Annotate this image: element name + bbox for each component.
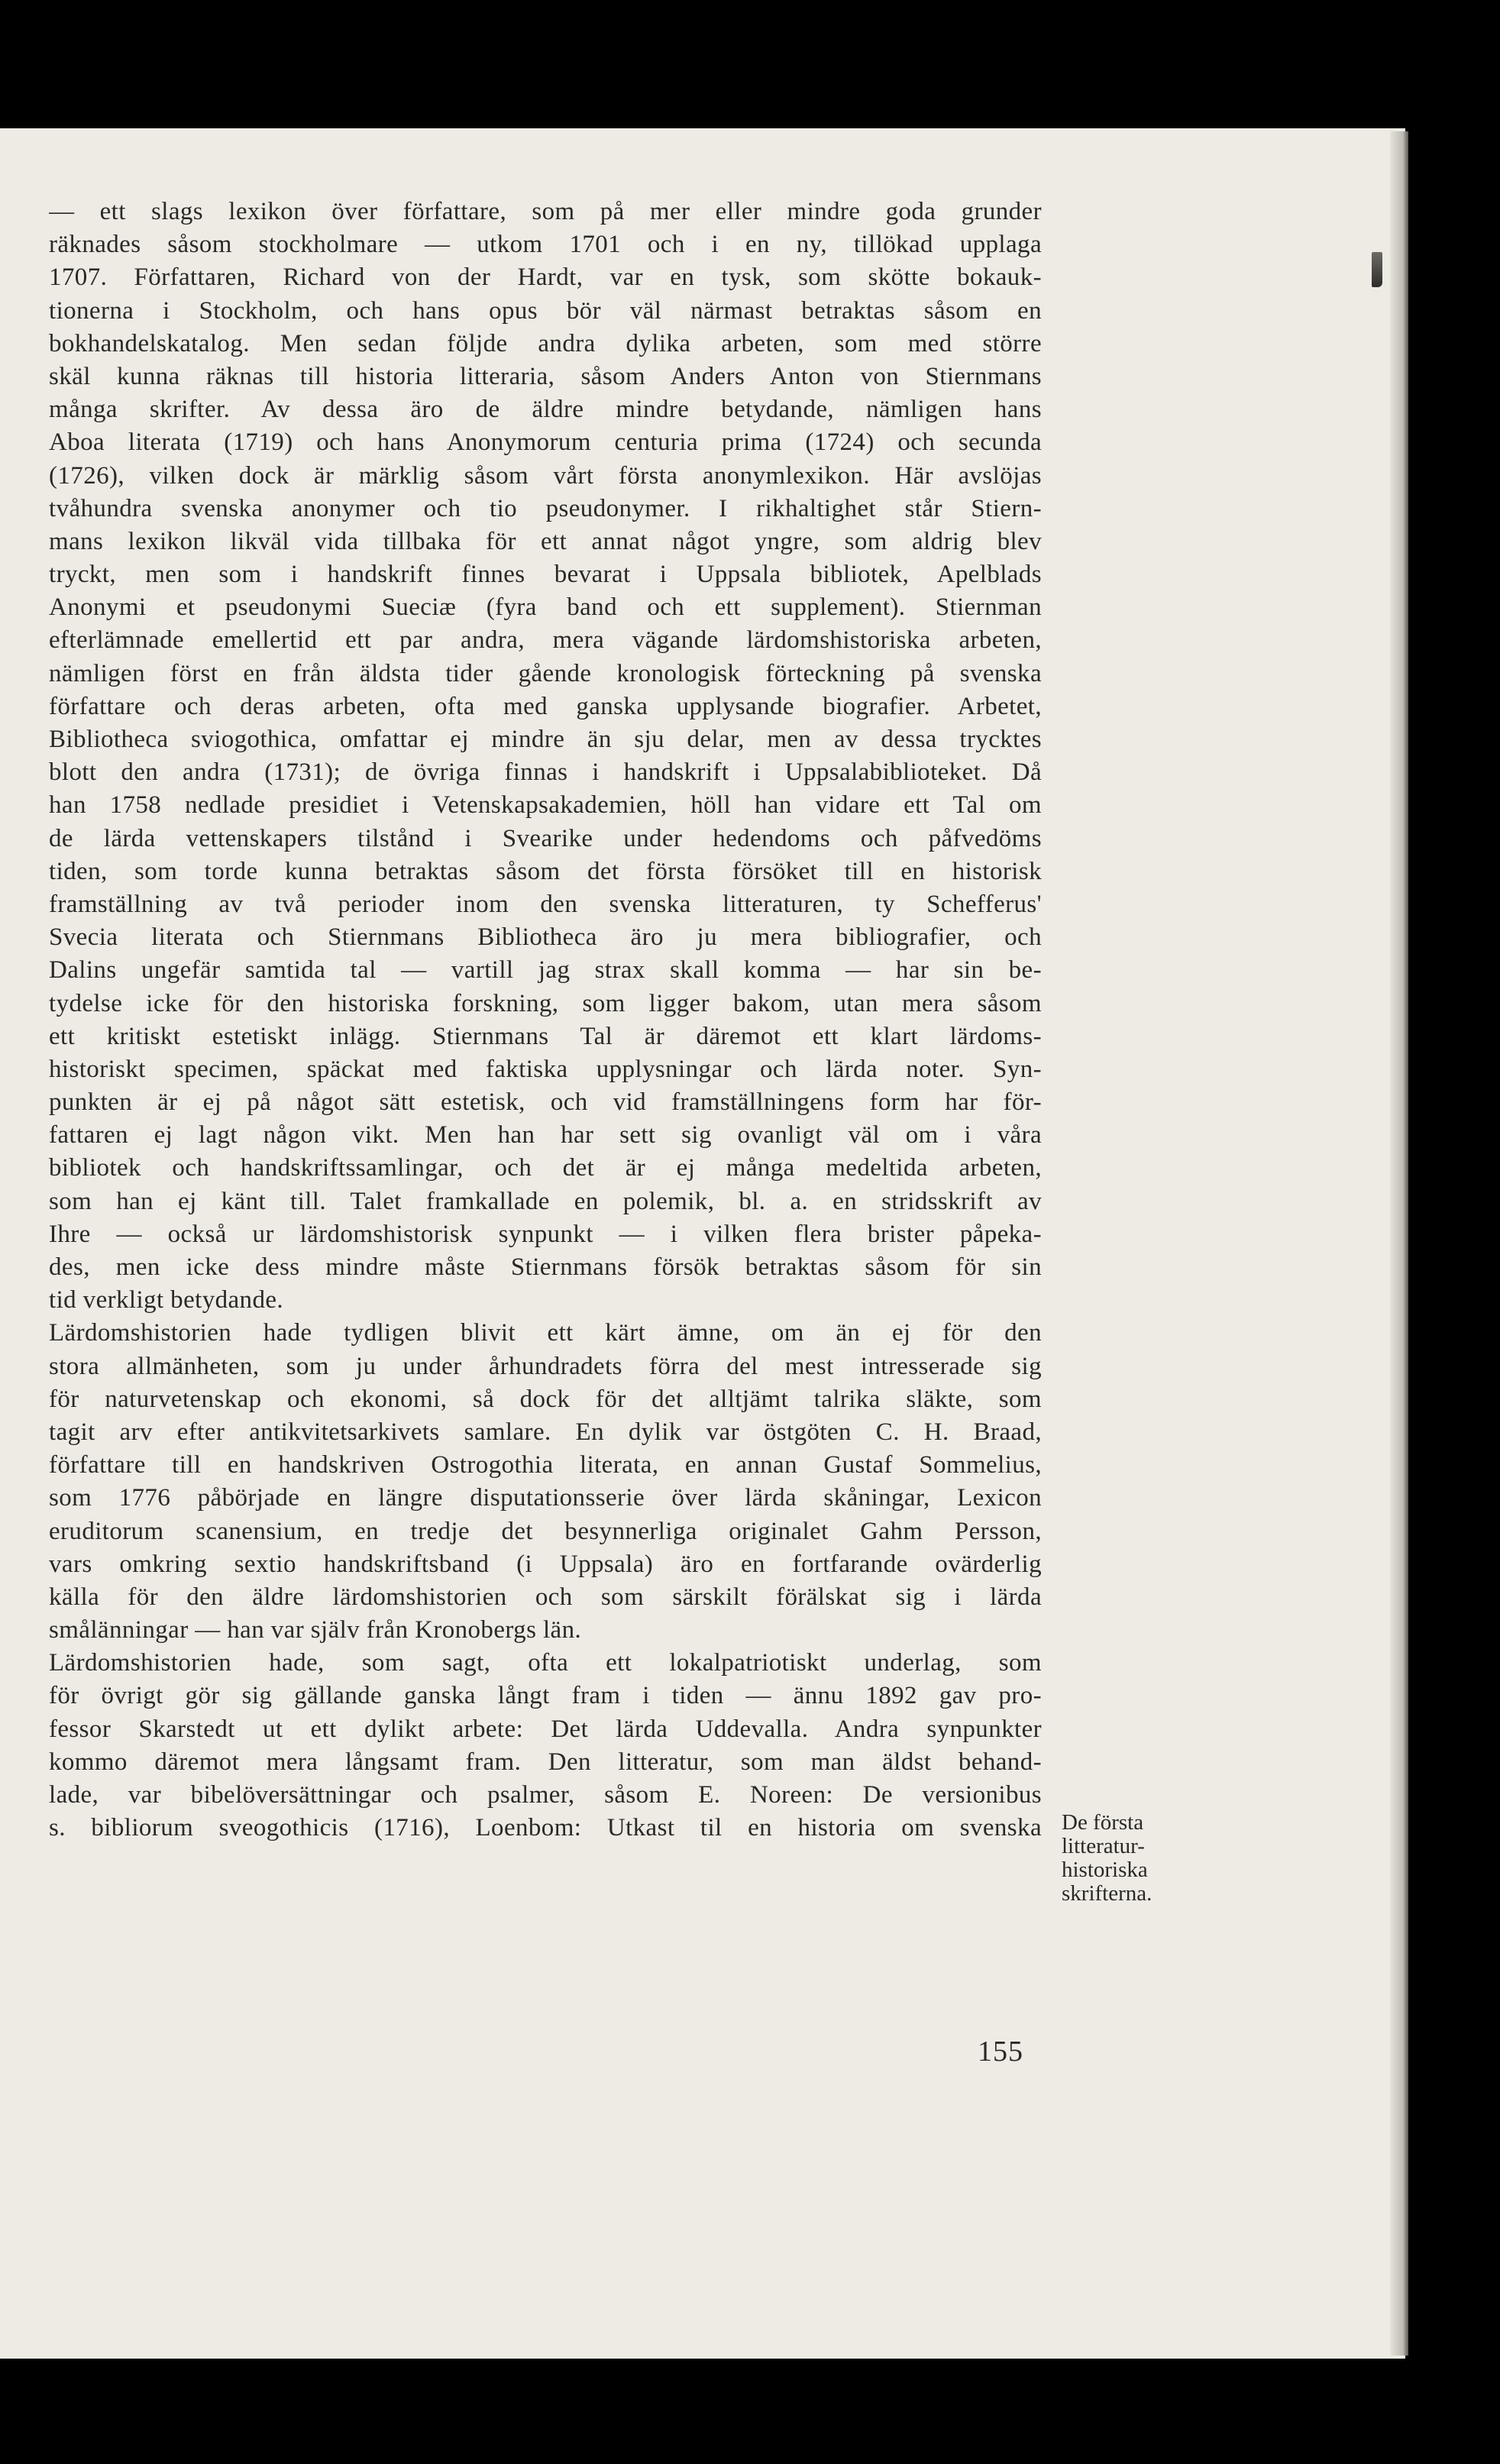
text-line: tvåhundra svenska anonymer och tio pseudonymer. I rikhaltighet står Stiern- [49, 494, 1042, 522]
text-line: tid verkligt betydande. [49, 1286, 284, 1314]
text-line: räknades såsom stockholmare — utkom 1701 och i en ny, tillökad upplaga [49, 231, 1042, 259]
text-line: för naturvetenskap och ekonomi, så dock för det alltjämt talrika släkte, som [49, 1385, 1042, 1413]
text-line: eruditorum scanensium, en tredje det besynnerliga originalet Gahm Persson, [49, 1517, 1042, 1545]
text-line: Anonymi et pseudonymi Sueciæ (fyra band och ett supplement). Stiernman [49, 593, 1042, 622]
margin-note-line: skrifterna. [1062, 1881, 1152, 1906]
text-line: s. bibliorum sveogothicis (1716), Loenbom: Utkast til en historia om svenska [49, 1814, 1042, 1842]
text-line: tryckt, men som i handskrift finnes bevarat i Uppsala bibliotek, Apelblads [49, 561, 1042, 589]
text-line: för övrigt gör sig gällande ganska långt fram i tiden — ännu 1892 gav pro- [49, 1682, 1042, 1710]
text-line: smålänningar — han var själv från Kronobergs län. [49, 1616, 582, 1644]
text-line: lade, var bibelöversättningar och psalmer, såsom E. Noreen: De versionibus [49, 1781, 1042, 1809]
text-line: Svecia literata och Stiernmans Bibliotheca äro ju mera bibliografier, och [49, 923, 1042, 952]
text-line: mans lexikon likväl vida tillbaka för ett annat något yngre, som aldrig blev [49, 527, 1042, 555]
text-line: framställning av två perioder inom den svenska litteraturen, ty Schefferus' [49, 890, 1042, 918]
text-line: historiskt specimen, späckat med faktiska upplysningar och lärda noter. Syn- [49, 1055, 1042, 1083]
text-line: tiden, som torde kunna betraktas såsom det första försöket till en historisk [49, 857, 1042, 885]
text-line: bokhandelskatalog. Men sedan följde andra dylika arbeten, som med större [49, 329, 1042, 357]
margin-note-line: De första [1062, 1810, 1144, 1835]
scan-mark [1372, 252, 1382, 287]
text-line: (1726), vilken dock är märklig såsom vårt första anonymlexikon. Här avslöjas [49, 461, 1042, 490]
text-line: Lärdomshistorien hade tydligen blivit ett kärt ämne, om än ej för den [49, 1319, 1042, 1347]
text-line: stora allmänheten, som ju under århundradets förra del mest intresserade sig [49, 1352, 1042, 1380]
text-line: Aboa literata (1719) och hans Anonymorum centuria prima (1724) och secunda [49, 428, 1042, 457]
margin-note [1062, 1811, 1214, 1906]
text-line: Bibliotheca sviogothica, omfattar ej mindre än sju delar, men av dessa trycktes [49, 726, 1042, 753]
text-line: ett kritiskt estetiskt inlägg. Stiernmans Tal är däremot ett klart lärdoms- [49, 1022, 1042, 1050]
text-line: Ihre — också ur lärdomshistorisk synpunkt — i vilken flera brister påpeka- [49, 1220, 1042, 1248]
text-line: des, men icke dess mindre måste Stiernmans försök betraktas såsom för sin [49, 1253, 1042, 1281]
text-line: tydelse icke för den historiska forskning, som ligger bakom, utan mera såsom [49, 989, 1042, 1017]
text-line: kommo däremot mera långsamt fram. Den litteratur, som man äldst behand- [49, 1748, 1042, 1776]
text-line: nämligen först en från äldsta tider gående kronologisk förteckning på svenska [49, 659, 1042, 687]
text-line: författare till en handskriven Ostrogothia literata, en annan Gustaf Sommelius, [49, 1451, 1042, 1479]
text-line: de lärda vettenskapers tilstånd i Svearike under hedendoms och påfvedöms [49, 824, 1042, 852]
text-line: han 1758 nedlade presidiet i Vetenskapsakademien, höll han vidare ett Tal om [49, 791, 1042, 820]
text-line: som 1776 påbörjade en längre disputationsserie över lärda skåningar, Lexicon [49, 1484, 1042, 1512]
page-edge [1390, 131, 1408, 2356]
text-line: fessor Skarstedt ut ett dylikt arbete: Det lärda Uddevalla. Andra synpunkter [49, 1715, 1042, 1743]
text-line: skäl kunna räknas till historia litteraria, såsom Anders Anton von Stiernmans [49, 362, 1042, 390]
text-line: källa för den äldre lärdomshistorien och som särskilt förälskat sig i lärda [49, 1583, 1042, 1611]
text-line: som han ej känt till. Talet framkallade en polemik, bl. a. en stridsskrift av [49, 1187, 1042, 1215]
text-line: efterlämnade emellertid ett par andra, mera vägande lärdomshistoriska arbeten, [49, 626, 1042, 655]
margin-note-line: historiska [1062, 1858, 1148, 1882]
text-line: Dalins ungefär samtida tal — vartill jag strax skall komma — har sin be- [49, 956, 1042, 985]
margin-note-line: litteratur- [1062, 1834, 1145, 1858]
page-number: 155 [978, 2036, 1023, 2068]
text-line: blott den andra (1731); de övriga finnas i handskrift i Uppsalabiblioteket. Då [49, 758, 1042, 787]
text-line: bibliotek och handskriftssamlingar, och det är ej många medeltida arbeten, [49, 1154, 1042, 1182]
text-line: 1707. Författaren, Richard von der Hardt, var en tysk, som skötte bokauk- [49, 264, 1042, 292]
text-line: tagit arv efter antikvitetsarkivets samlare. En dylik var östgöten C. H. Braad, [49, 1418, 1042, 1446]
text-line: många skrifter. Av dessa äro de äldre mindre betydande, nämligen hans [49, 396, 1042, 424]
text-line: fattaren ej lagt någon vikt. Men han har sett sig ovanligt väl om i våra [49, 1121, 1042, 1150]
text-line: författare och deras arbeten, ofta med ganska upplysande biografier. Arbetet, [49, 692, 1042, 720]
text-line: Lärdomshistorien hade, som sagt, ofta ett lokalpatriotiskt underlag, som [49, 1649, 1042, 1677]
text-line: — ett slags lexikon över författare, som på mer eller mindre goda grunder [49, 198, 1042, 225]
text-line: vars omkring sextio handskriftsband (i Uppsala) äro en fortfarande ovärderlig [49, 1550, 1042, 1578]
text-line: punkten är ej på något sätt estetisk, och vid framställningens form har för- [49, 1088, 1042, 1117]
text-line: tionerna i Stockholm, och hans opus bör väl närmast betraktas såsom en [49, 296, 1042, 325]
body-text [49, 196, 1042, 1845]
